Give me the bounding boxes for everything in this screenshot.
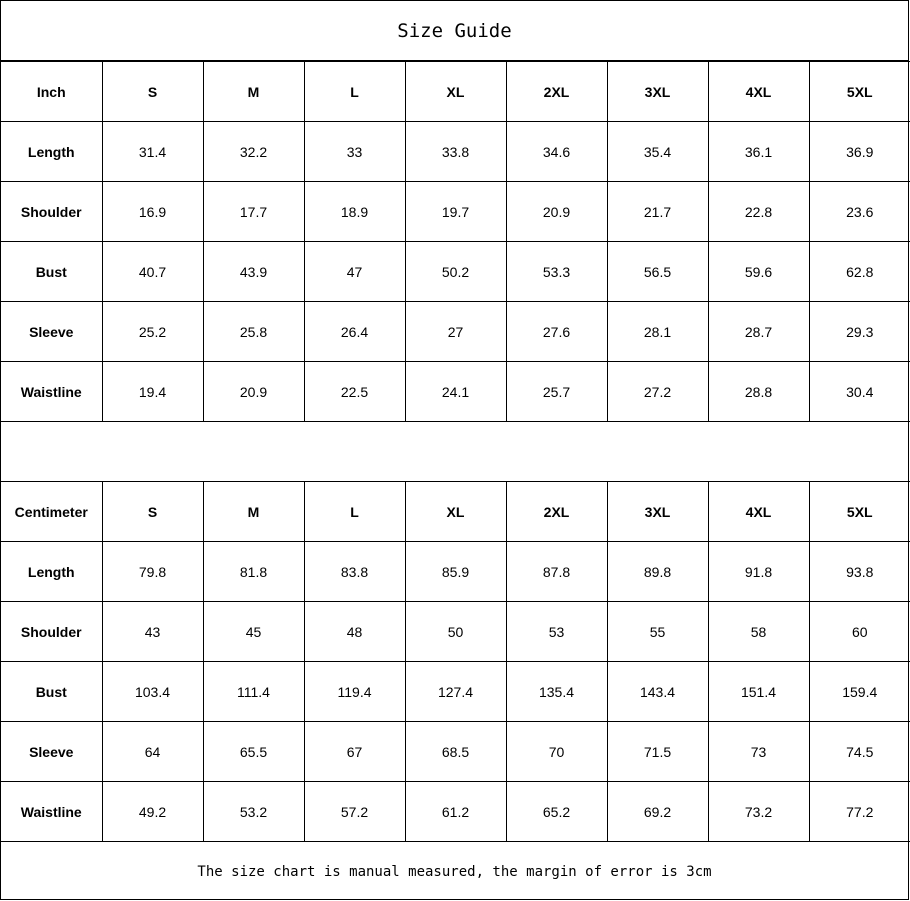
measurement-value: 60 (809, 602, 910, 662)
measurement-value: 53 (506, 602, 607, 662)
table-header-row (1, 62, 910, 122)
measurement-value: 36.1 (708, 122, 809, 182)
size-header: M (203, 62, 304, 122)
measurement-value: 53.2 (203, 782, 304, 842)
table-header-row (1, 482, 910, 542)
measurement-value: 43.9 (203, 242, 304, 302)
measurement-value: 17.7 (203, 182, 304, 242)
measurement-value: 50.2 (405, 242, 506, 302)
measurement-label: Shoulder (1, 602, 102, 662)
measurement-value: 62.8 (809, 242, 910, 302)
measurement-value: 68.5 (405, 722, 506, 782)
measurement-value: 28.1 (607, 302, 708, 362)
measurement-note: The size chart is manual measured, the margin of error is 3cm (1, 841, 908, 901)
measurement-value: 135.4 (506, 662, 607, 722)
measurement-value: 23.6 (809, 182, 910, 242)
measurement-value: 67 (304, 722, 405, 782)
measurement-value: 33 (304, 122, 405, 182)
measurement-value: 119.4 (304, 662, 405, 722)
measurement-value: 127.4 (405, 662, 506, 722)
measurement-value: 28.7 (708, 302, 809, 362)
table-row (1, 362, 910, 422)
size-header: L (304, 62, 405, 122)
measurement-value: 151.4 (708, 662, 809, 722)
measurement-label: Bust (1, 662, 102, 722)
measurement-value: 33.8 (405, 122, 506, 182)
measurement-value: 16.9 (102, 182, 203, 242)
size-header: XL (405, 482, 506, 542)
size-header: 5XL (809, 62, 910, 122)
measurement-value: 40.7 (102, 242, 203, 302)
size-header: L (304, 482, 405, 542)
measurement-value: 159.4 (809, 662, 910, 722)
measurement-value: 83.8 (304, 542, 405, 602)
measurement-value: 27.6 (506, 302, 607, 362)
measurement-value: 34.6 (506, 122, 607, 182)
size-guide-title: Size Guide (1, 1, 908, 61)
measurement-value: 93.8 (809, 542, 910, 602)
measurement-value: 53.3 (506, 242, 607, 302)
measurement-label: Bust (1, 242, 102, 302)
measurement-value: 25.7 (506, 362, 607, 422)
measurement-label: Sleeve (1, 722, 102, 782)
measurement-value: 20.9 (506, 182, 607, 242)
measurement-value: 64 (102, 722, 203, 782)
measurement-label: Waistline (1, 782, 102, 842)
measurement-value: 22.5 (304, 362, 405, 422)
measurement-label: Sleeve (1, 302, 102, 362)
size-header: 3XL (607, 62, 708, 122)
measurement-value: 58 (708, 602, 809, 662)
measurement-label: Length (1, 542, 102, 602)
measurement-value: 61.2 (405, 782, 506, 842)
measurement-value: 91.8 (708, 542, 809, 602)
measurement-value: 50 (405, 602, 506, 662)
measurement-value: 25.2 (102, 302, 203, 362)
measurement-value: 32.2 (203, 122, 304, 182)
measurement-value: 85.9 (405, 542, 506, 602)
measurement-value: 103.4 (102, 662, 203, 722)
inch-size-table (1, 61, 910, 422)
measurement-value: 28.8 (708, 362, 809, 422)
table-row (1, 662, 910, 722)
measurement-label: Waistline (1, 362, 102, 422)
size-header: 5XL (809, 482, 910, 542)
measurement-value: 35.4 (607, 122, 708, 182)
measurement-value: 79.8 (102, 542, 203, 602)
measurement-value: 25.8 (203, 302, 304, 362)
size-header: 3XL (607, 482, 708, 542)
measurement-value: 69.2 (607, 782, 708, 842)
measurement-value: 65.5 (203, 722, 304, 782)
measurement-value: 87.8 (506, 542, 607, 602)
table-row (1, 782, 910, 842)
measurement-value: 77.2 (809, 782, 910, 842)
measurement-value: 45 (203, 602, 304, 662)
measurement-value: 24.1 (405, 362, 506, 422)
measurement-value: 19.7 (405, 182, 506, 242)
centimeter-size-table (1, 481, 910, 842)
measurement-value: 27 (405, 302, 506, 362)
measurement-value: 56.5 (607, 242, 708, 302)
measurement-value: 70 (506, 722, 607, 782)
measurement-value: 73.2 (708, 782, 809, 842)
table-row (1, 602, 910, 662)
measurement-value: 36.9 (809, 122, 910, 182)
measurement-value: 65.2 (506, 782, 607, 842)
measurement-value: 29.3 (809, 302, 910, 362)
size-header: XL (405, 62, 506, 122)
measurement-value: 89.8 (607, 542, 708, 602)
measurement-value: 18.9 (304, 182, 405, 242)
measurement-value: 21.7 (607, 182, 708, 242)
size-header: S (102, 62, 203, 122)
measurement-label: Shoulder (1, 182, 102, 242)
size-header: 2XL (506, 62, 607, 122)
measurement-value: 31.4 (102, 122, 203, 182)
measurement-value: 47 (304, 242, 405, 302)
unit-label: Inch (1, 62, 102, 122)
measurement-value: 22.8 (708, 182, 809, 242)
size-header: 4XL (708, 62, 809, 122)
measurement-value: 19.4 (102, 362, 203, 422)
measurement-value: 81.8 (203, 542, 304, 602)
table-row (1, 182, 910, 242)
measurement-value: 20.9 (203, 362, 304, 422)
table-row (1, 242, 910, 302)
measurement-value: 57.2 (304, 782, 405, 842)
measurement-value: 43 (102, 602, 203, 662)
size-header: S (102, 482, 203, 542)
unit-label: Centimeter (1, 482, 102, 542)
table-row (1, 542, 910, 602)
table-row (1, 722, 910, 782)
measurement-value: 26.4 (304, 302, 405, 362)
measurement-value: 48 (304, 602, 405, 662)
measurement-value: 27.2 (607, 362, 708, 422)
measurement-value: 55 (607, 602, 708, 662)
measurement-value: 71.5 (607, 722, 708, 782)
table-row (1, 122, 910, 182)
table-separator (1, 421, 908, 481)
size-header: 4XL (708, 482, 809, 542)
measurement-value: 73 (708, 722, 809, 782)
size-header: M (203, 482, 304, 542)
measurement-value: 143.4 (607, 662, 708, 722)
measurement-value: 30.4 (809, 362, 910, 422)
size-header: 2XL (506, 482, 607, 542)
measurement-value: 59.6 (708, 242, 809, 302)
measurement-label: Length (1, 122, 102, 182)
measurement-value: 49.2 (102, 782, 203, 842)
table-row (1, 302, 910, 362)
measurement-value: 74.5 (809, 722, 910, 782)
measurement-value: 111.4 (203, 662, 304, 722)
